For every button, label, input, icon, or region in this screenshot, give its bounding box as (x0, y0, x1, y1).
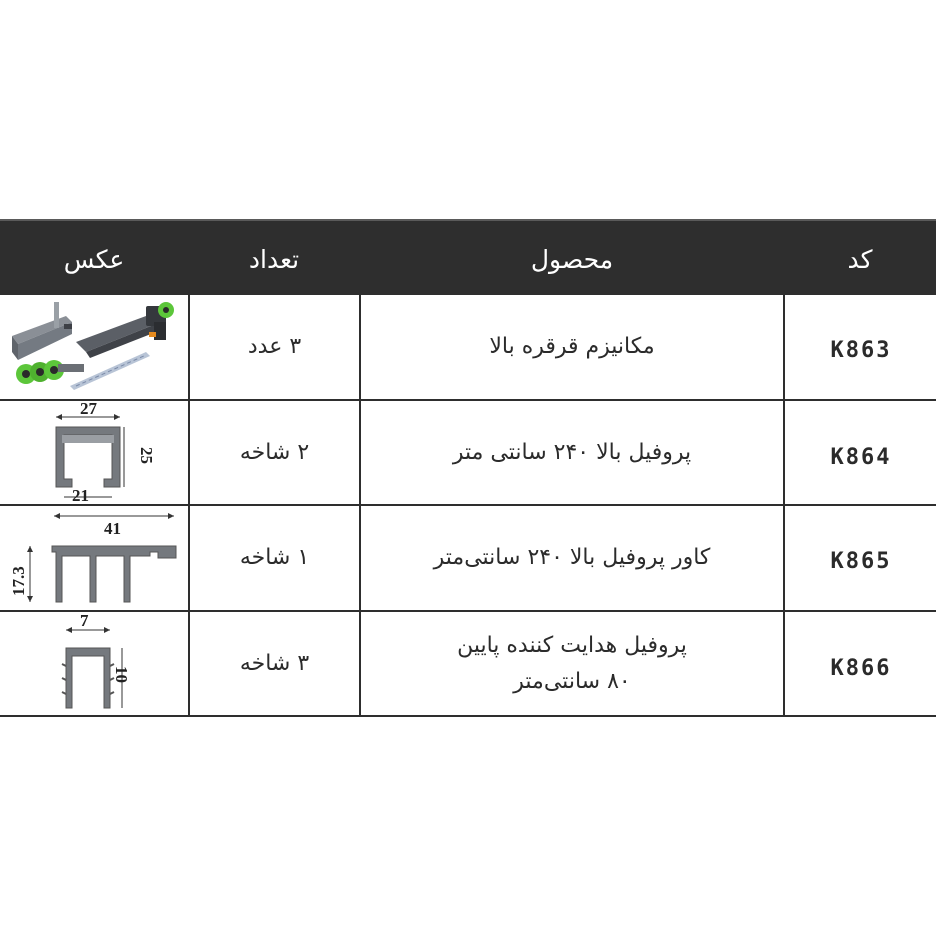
row-code: K866 (830, 655, 892, 681)
dim-side: 10 (112, 666, 131, 683)
roller-mechanism-image (0, 295, 188, 399)
row-quantity: ۲ شاخه (239, 439, 310, 465)
row-product: مکانیزم قرقره بالا (489, 334, 655, 359)
row-code: K864 (830, 444, 892, 470)
dim-top: 27 (80, 401, 97, 418)
header-quantity: تعداد (248, 244, 300, 274)
dim-top: 7 (80, 612, 89, 630)
row-code: K863 (830, 338, 892, 363)
cover-profile-drawing (0, 506, 188, 610)
guide-profile-drawing (0, 612, 188, 715)
table-row (0, 612, 936, 717)
row-quantity: ۳ عدد (247, 334, 302, 359)
header-image: عکس (63, 244, 125, 274)
product-table (0, 219, 936, 717)
row-product (361, 612, 783, 715)
dim-bottom: 21 (72, 486, 89, 504)
row-quantity: ۳ شاخه (239, 650, 310, 676)
header-code: کد (847, 244, 873, 274)
table-row (0, 506, 936, 612)
row-product: کاور پروفیل بالا ۲۴۰ سانتی‌متر (433, 545, 711, 570)
row-product-line1: پروفیل هدایت کننده پایین (457, 632, 687, 658)
row-product-line2: ۸۰ سانتی‌متر (513, 668, 631, 694)
row-code: K865 (830, 549, 892, 574)
top-profile-drawing (0, 401, 188, 504)
table-row (0, 401, 936, 506)
table-header (0, 219, 936, 295)
table-row (0, 295, 936, 401)
dim-side: 25 (137, 447, 156, 464)
dim-top: 41 (104, 519, 121, 538)
header-product: محصول (530, 244, 614, 274)
row-quantity: ۱ شاخه (239, 545, 310, 570)
dim-side: 17.3 (9, 566, 28, 596)
row-product: پروفیل بالا ۲۴۰ سانتی متر (452, 439, 692, 465)
